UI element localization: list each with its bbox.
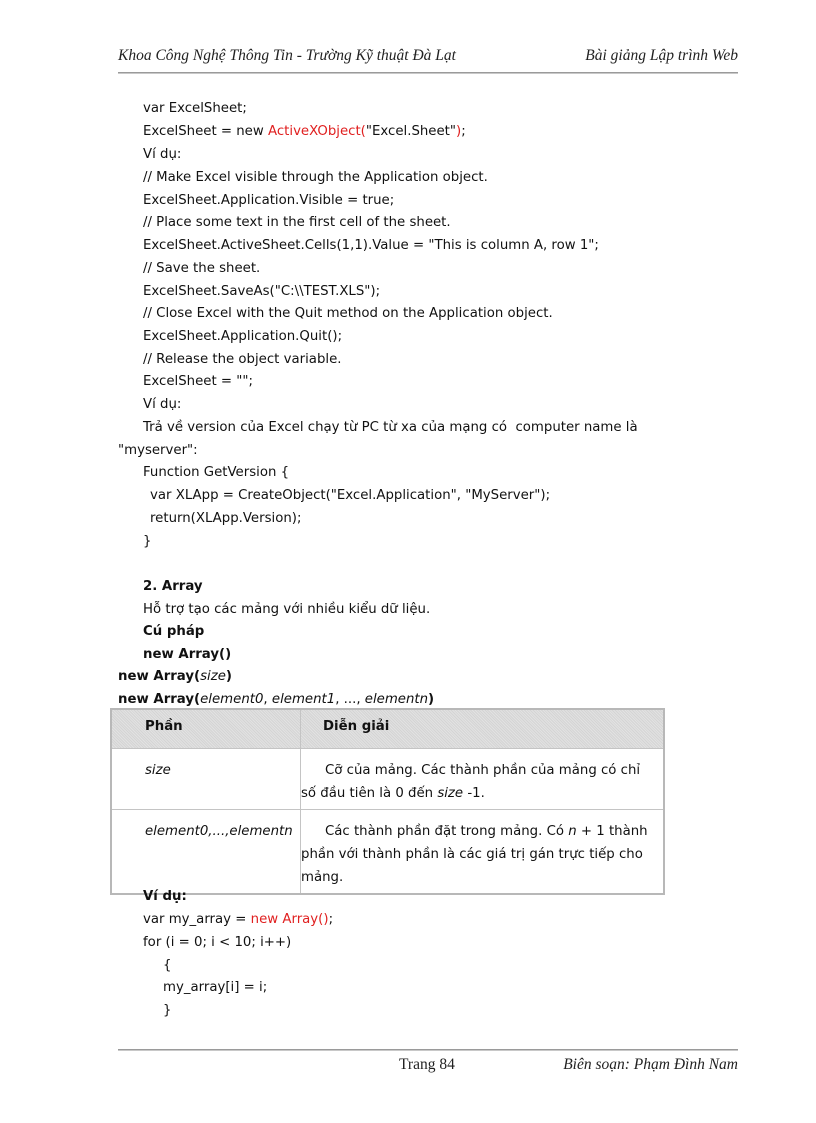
code-line: { <box>163 958 172 973</box>
code-line: ExcelSheet.Application.Quit(); <box>143 329 343 344</box>
code-line: ExcelSheet = new ActiveXObject("Excel.Sheet"); <box>143 124 466 139</box>
example-label: Ví dụ: <box>143 397 182 412</box>
header-institution: Khoa Công Nghệ Thông Tin - Trường Kỹ thuật Đà Lạt <box>118 47 456 64</box>
page-number: Trang 84 <box>399 1056 455 1073</box>
table-cell-part: size <box>111 749 301 810</box>
code-line: return(XLApp.Version); <box>150 511 302 526</box>
code-comment: // Save the sheet. <box>143 261 261 276</box>
syntax-line: new Array(element0, element1, ..., elementn) <box>118 692 435 707</box>
code-comment: // Release the object variable. <box>143 352 342 367</box>
header-course-title: Bài giảng Lập trình Web <box>585 47 738 64</box>
page-header <box>118 47 738 69</box>
code-line: my_array[i] = i; <box>163 980 268 995</box>
syntax-line: new Array() <box>143 647 232 662</box>
header-rule <box>118 72 738 74</box>
syntax-label: Cú pháp <box>143 624 205 639</box>
example-label: Ví dụ: <box>143 889 187 904</box>
table-header-row <box>111 709 664 749</box>
code-line: var ExcelSheet; <box>143 101 247 116</box>
code-comment: // Close Excel with the Quit method on the Application object. <box>143 306 553 321</box>
paragraph: Trả về version của Excel chạy từ PC từ xa của mạng có computer name là <box>143 420 638 435</box>
code-comment: // Make Excel visible through the Application object. <box>143 170 488 185</box>
code-line: for (i = 0; i < 10; i++) <box>143 935 292 950</box>
table-row <box>111 810 664 895</box>
code-line: ExcelSheet = ""; <box>143 374 253 389</box>
column-header-part: Phần <box>111 709 301 749</box>
code-line: var my_array = new Array(); <box>143 912 334 927</box>
code-line: ExcelSheet.Application.Visible = true; <box>143 193 395 208</box>
code-line: var XLApp = CreateObject("Excel.Application", "MyServer"); <box>150 488 551 503</box>
table-cell-description: Các thành phần đặt trong mảng. Có n + 1 thành phần với thành phần là các giá trị gán trực tiếp cho mảng. <box>301 810 665 895</box>
footer-rule <box>118 1049 738 1051</box>
code-line: ExcelSheet.ActiveSheet.Cells(1,1).Value = "This is column A, row 1"; <box>143 238 599 253</box>
paragraph: "myserver": <box>118 443 198 458</box>
parameters-table <box>110 708 665 895</box>
code-line: ExcelSheet.SaveAs("C:\\TEST.XLS"); <box>143 284 381 299</box>
footer-author: Biên soạn: Phạm Đình Nam <box>563 1056 738 1073</box>
syntax-line: new Array(size) <box>118 669 232 684</box>
paragraph: Hỗ trợ tạo các mảng với nhiều kiểu dữ liệu. <box>143 602 431 617</box>
code-comment: // Place some text in the first cell of the sheet. <box>143 215 451 230</box>
code-line: } <box>163 1003 172 1018</box>
code-line: Function GetVersion { <box>143 465 290 480</box>
code-line: } <box>143 534 152 549</box>
column-header-description: Diễn giải <box>301 709 665 749</box>
table-row <box>111 749 664 810</box>
example-label: Ví dụ: <box>143 147 182 162</box>
table-cell-description: Cỡ của mảng. Các thành phần của mảng có chỉ số đầu tiên là 0 đến size -1. <box>301 749 665 810</box>
table-cell-part: element0,...,elementn <box>111 810 301 895</box>
section-heading: 2. Array <box>143 579 203 594</box>
page-footer <box>118 1056 738 1078</box>
